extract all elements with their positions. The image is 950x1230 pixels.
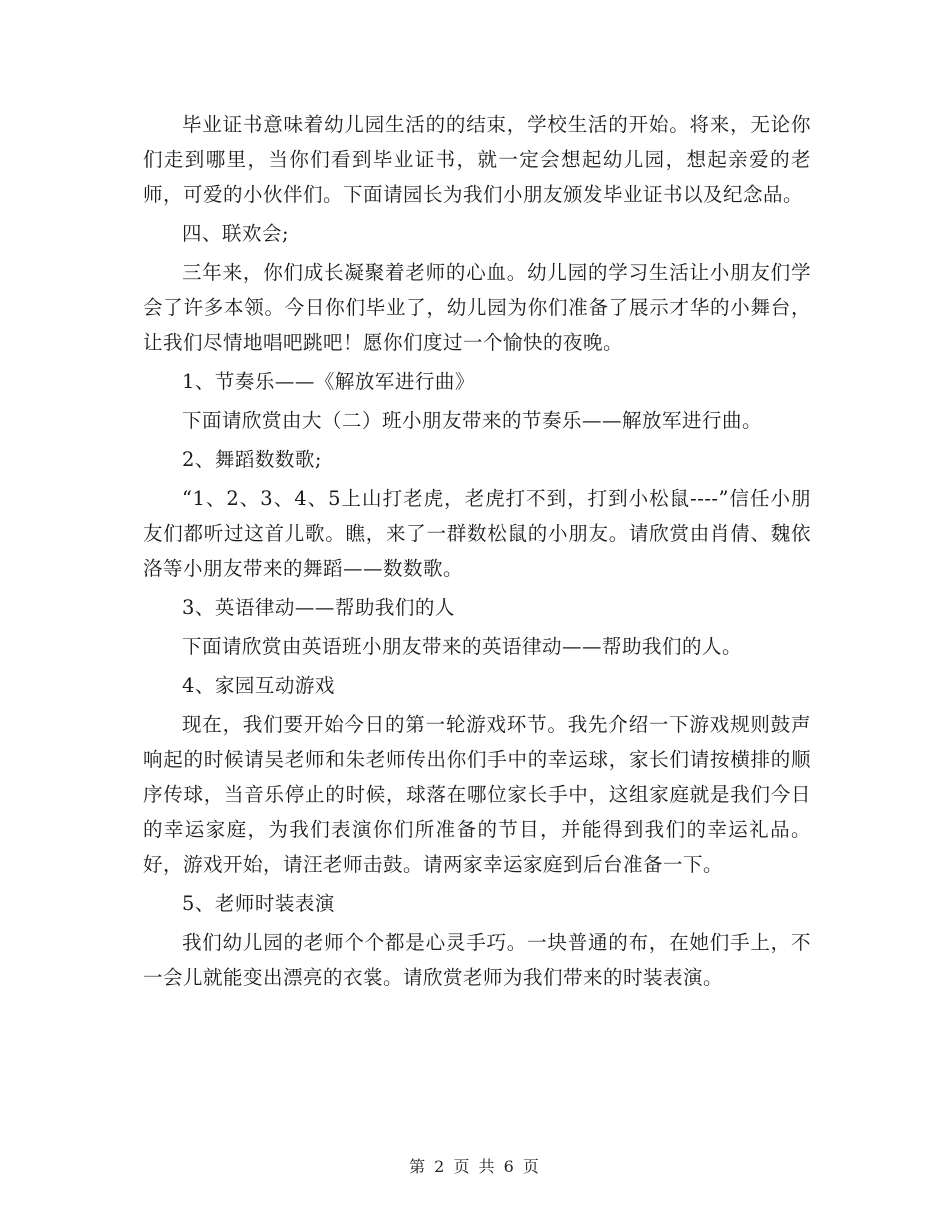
paragraph-party-intro: 三年来，你们成长凝聚着老师的心血。幼儿园的学习生活让小朋友们学会了许多本领。今日你们毕业了，幼儿园为你们准备了展示才华的小舞台，让我们尽情地唱吧跳吧！愿你们度过一个愉快的夜晚。 bbox=[143, 261, 811, 354]
paragraph-fashion-show: 我们幼儿园的老师个个都是心灵手巧。一块普通的布，在她们手上，不一会儿就能变出漂亮的衣裳。请欣赏老师为我们带来的时装表演。 bbox=[143, 931, 811, 989]
document-body bbox=[143, 107, 811, 995]
paragraph-family-game: 现在，我们要开始今日的第一轮游戏环节。我先介绍一下游戏规则鼓声响起的时候请吴老师和朱老师传出你们手中的幸运球，家长们请按横排的顺序传球，当音乐停止的时候，球落在哪位家长手中，这组家庭就是我们今日的幸运家庭，为我们表演你们所准备的节目，并能得到我们的幸运礼品。好，游戏开始，请汪老师击鼓。请两家幸运家庭到后台准备一下。 bbox=[143, 713, 811, 876]
paragraph-english-rhythm: 下面请欣赏由英语班小朋友带来的英语律动——帮助我们的人。 bbox=[182, 635, 743, 658]
paragraph-certificate: 毕业证书意味着幼儿园生活的的结束，学校生活的开始。将来，无论你们走到哪里，当你们看到毕业证书，就一定会想起幼儿园，想起亲爱的老师，可爱的小伙伴们。下面请园长为我们小朋友颁发毕业证书以及纪念品。 bbox=[143, 113, 811, 206]
paragraph-rhythm-music: 下面请欣赏由大（二）班小朋友带来的节奏乐——解放军进行曲。 bbox=[182, 409, 763, 432]
heading-fashion-show: 5、老师时装表演 bbox=[182, 892, 335, 915]
heading-rhythm-music: 1、节奏乐——《解放军进行曲》 bbox=[182, 370, 475, 393]
heading-counting-dance: 2、舞蹈数数歌; bbox=[182, 448, 322, 471]
heading-party: 四、联欢会; bbox=[182, 222, 290, 245]
page-number: 第 2 页 共 6 页 bbox=[409, 1157, 541, 1176]
heading-family-game: 4、家园互动游戏 bbox=[182, 674, 335, 697]
heading-english-rhythm: 3、英语律动——帮助我们的人 bbox=[182, 596, 455, 619]
paragraph-counting-dance: “1、2、3、4、5上山打老虎，老虎打不到，打到小松鼠----”信任小朋友们都听过这首儿歌。瞧，来了一群数松鼠的小朋友。请欣赏由肖倩、魏依洛等小朋友带来的舞蹈——数数歌。 bbox=[143, 487, 811, 580]
